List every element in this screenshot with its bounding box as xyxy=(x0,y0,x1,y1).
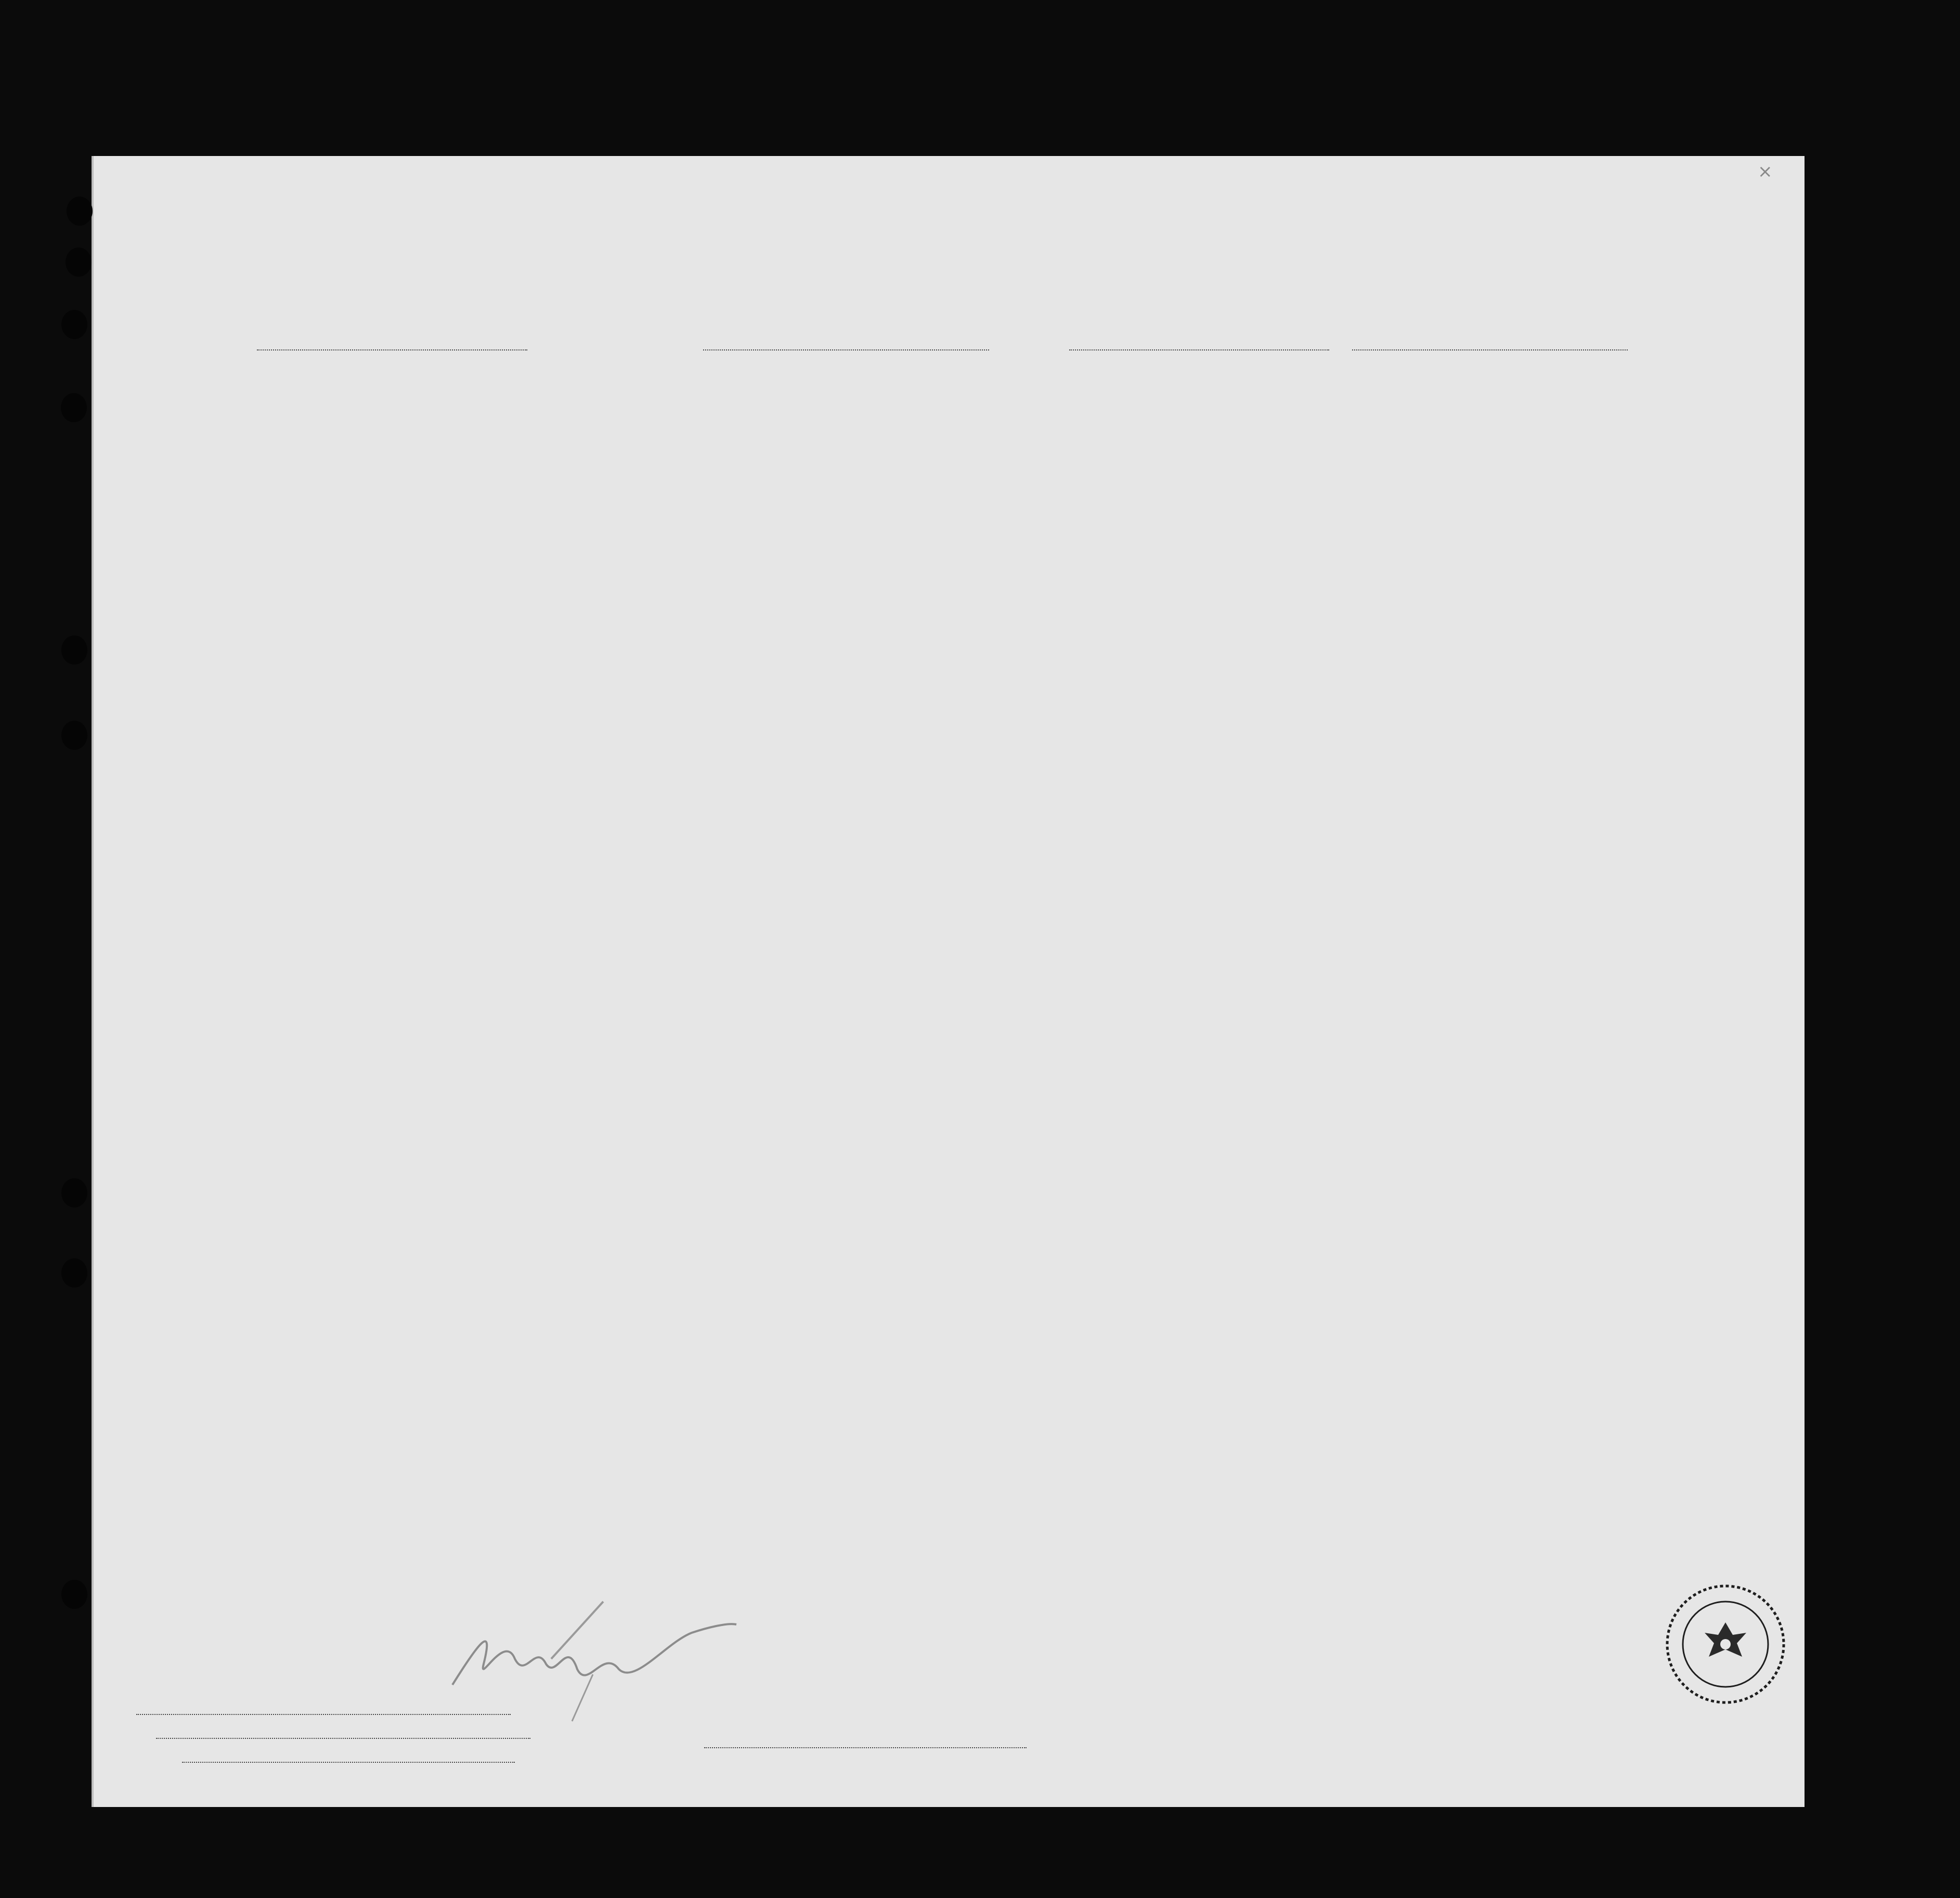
punch-hole xyxy=(61,393,87,422)
agents-underline xyxy=(182,1762,515,1763)
inspector-underline xyxy=(704,1747,1027,1748)
punch-hole xyxy=(61,1580,87,1609)
pencil-signature xyxy=(447,1581,738,1726)
punch-hole xyxy=(61,1258,87,1288)
punch-hole xyxy=(61,1178,87,1207)
punch-hole xyxy=(61,310,87,339)
punch-hole xyxy=(66,248,92,277)
port-to-underline xyxy=(1069,349,1329,350)
punch-hole xyxy=(67,197,93,226)
vessel-underline xyxy=(257,349,527,350)
port-from-underline xyxy=(703,349,989,350)
punch-hole xyxy=(61,635,87,665)
arrival-underline xyxy=(1352,349,1628,350)
pencil-x-mark: × xyxy=(1758,161,1773,182)
punch-hole xyxy=(61,721,87,750)
manifest-sheet xyxy=(92,156,1805,1807)
owners-underline xyxy=(156,1738,530,1739)
inspection-seal-stamp xyxy=(1663,1582,1788,1707)
